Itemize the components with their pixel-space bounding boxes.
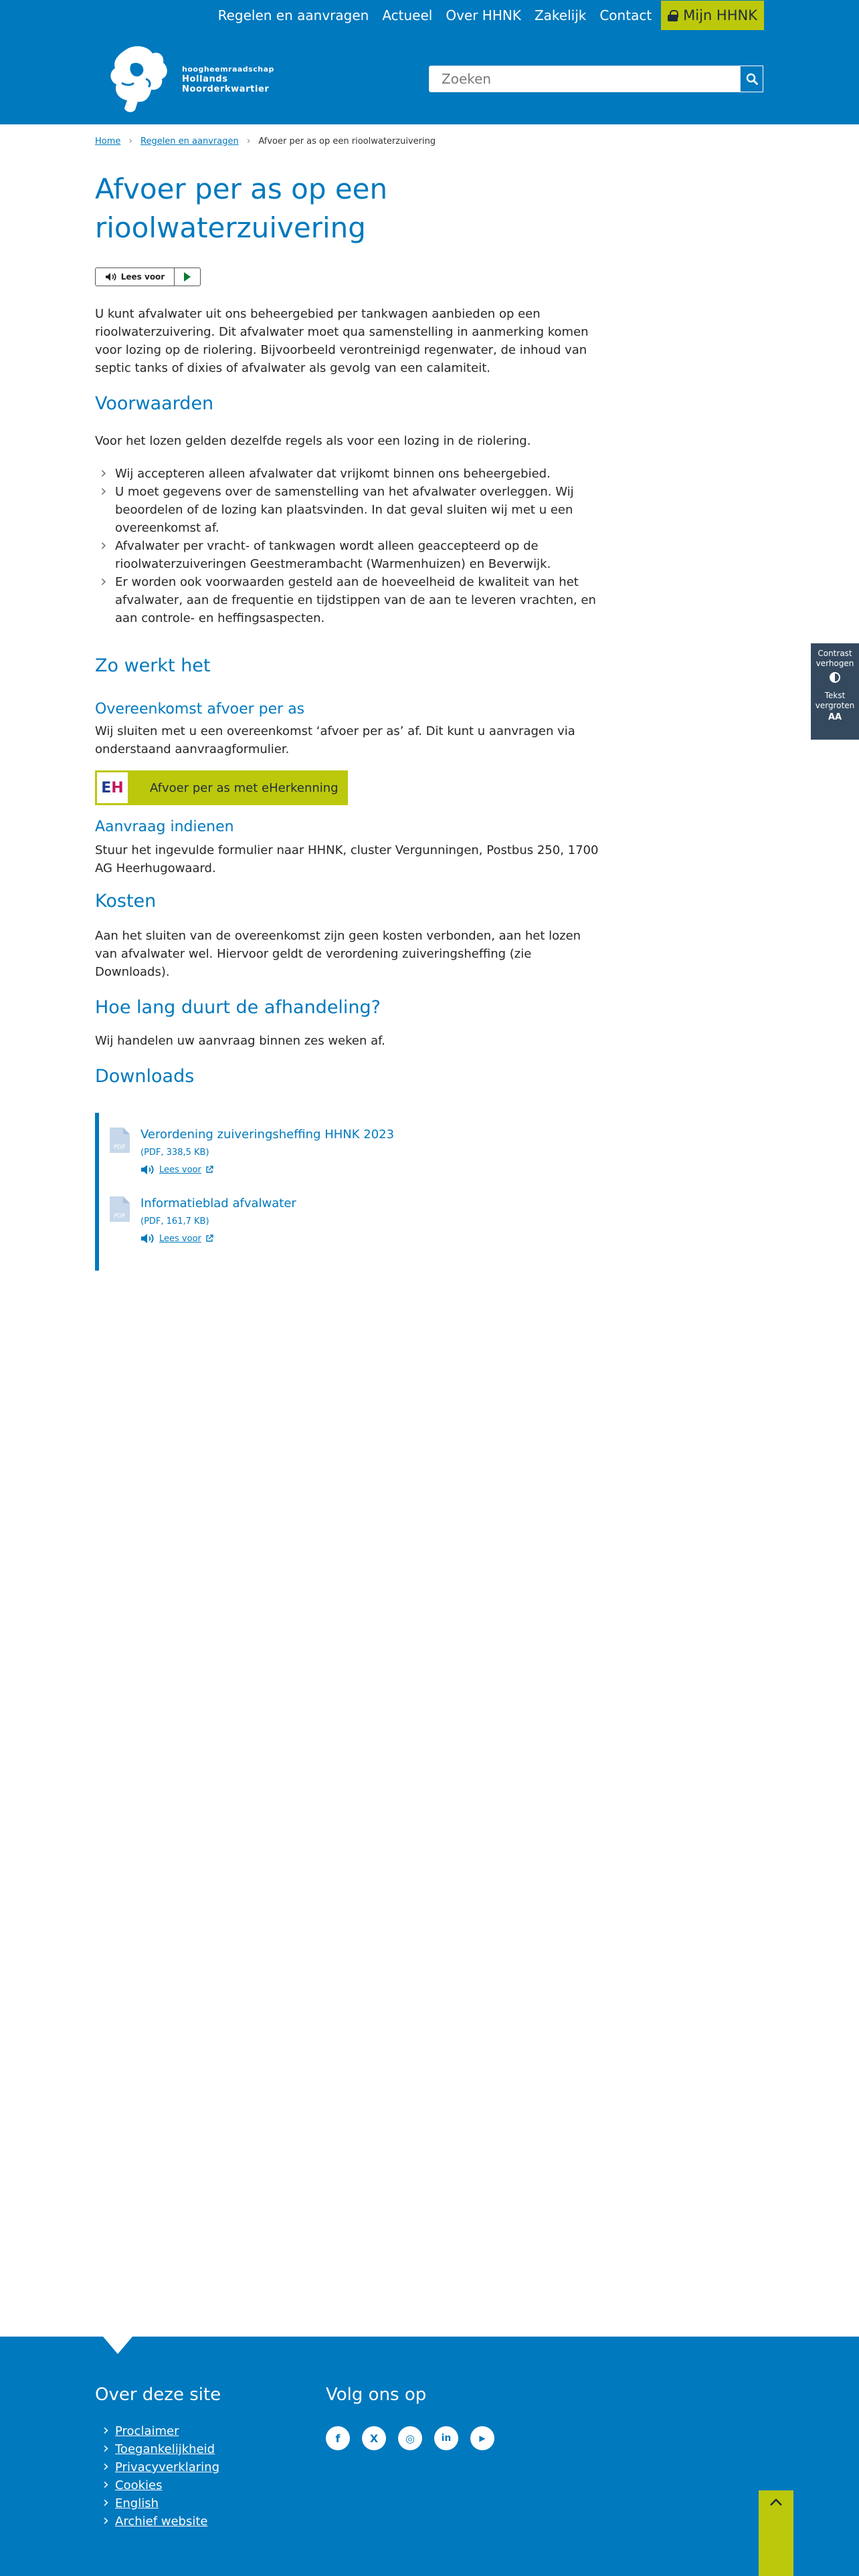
footer-link-english[interactable]: English — [115, 2496, 159, 2510]
nav-regelen-en-aanvragen[interactable]: Regelen en aanvragen — [217, 7, 369, 23]
x-icon[interactable]: X — [362, 2426, 386, 2450]
text-size-icon: AA — [828, 712, 842, 722]
afhandeling-heading: Hoe lang duurt de afhandeling? — [95, 997, 381, 1018]
search-form — [429, 66, 763, 92]
pdf-icon-label: PDF — [114, 1144, 126, 1151]
intro-paragraph: U kunt afvalwater uit ons beheergebied per tankwagen aanbieden op een rioolwaterzuivering. Dit afvalwater moet qua samenstelling in aanmerking komen voor lozing op de riolering. Bijvoorbeeld verontreinigd regenwater, de inhoud van septic tanks of dixies of afvalwater als gevolg van een calamiteit. — [95, 307, 589, 375]
breadcrumb-chevron-icon: › — [246, 136, 251, 146]
list-item: › Afvalwater per vracht- of tankwagen wordt alleen geaccepteerd op de rioolwaterzuiveringen Geestmerambacht (Warmenhuizen) en Beverwijk. — [95, 537, 603, 573]
breadcrumb — [95, 136, 436, 146]
footer-link-archief-website[interactable]: Archief website — [115, 2514, 208, 2529]
footer-social-heading: Volg ons op — [326, 2385, 427, 2405]
footer-notch — [103, 2337, 132, 2354]
search-button[interactable] — [741, 66, 763, 92]
download-body — [140, 1126, 394, 1175]
speaker-icon — [105, 272, 117, 282]
lees-voor-button[interactable] — [96, 268, 175, 286]
accessibility-toolbar — [811, 643, 859, 740]
breadcrumb-current: Afvoer per as op een rioolwaterzuivering — [258, 136, 436, 146]
eherkenning-button-label: Afvoer per as met eHerkenning — [150, 780, 339, 795]
lock-icon — [668, 10, 678, 21]
footer-about-heading: Over deze site — [95, 2385, 221, 2405]
contrast-toggle[interactable] — [811, 649, 859, 683]
logo-wordmark — [182, 64, 274, 94]
pdf-file-icon — [108, 1126, 131, 1154]
breadcrumb-home[interactable]: Home — [95, 136, 121, 146]
download-meta: (PDF, 338,5 KB) — [140, 1148, 209, 1158]
social-links — [326, 2426, 494, 2450]
text-size-label-1: Tekst — [824, 691, 846, 700]
nav-over-hhnk[interactable]: Over HHNK — [446, 7, 521, 23]
kosten-text: Aan het sluiten van de overeenkomst zijn geen kosten verbonden, aan het lozen van afvalwater wel. Hiervoor geldt de verordening zuiveringsheffing (zie Downloads). — [95, 929, 581, 979]
footer-link-item — [95, 2458, 221, 2476]
external-link-icon — [205, 1166, 213, 1174]
voorwaarden-text: Voor het lozen gelden dezelfde regels als voor een lozing in de riolering. — [95, 434, 531, 448]
kosten-heading: Kosten — [95, 891, 157, 911]
lees-voor-label: Lees voor — [159, 1164, 201, 1175]
lion-logo-icon — [108, 44, 171, 114]
site-header — [0, 0, 859, 124]
nav-actueel[interactable]: Actueel — [382, 7, 433, 23]
list-item: › U moet gegevens over de samenstelling van het afvalwater overleggen. Wij beoordelen of de lozing kan plaatsvinden. In dat geval sluiten wij met u een overeenkomst af. — [95, 483, 603, 537]
contrast-icon — [830, 672, 840, 683]
footer-social — [326, 2385, 494, 2450]
pdf-icon-label: PDF — [114, 1213, 126, 1220]
search-input[interactable] — [429, 66, 741, 92]
voorwaarden-heading: Voorwaarden — [95, 393, 214, 414]
download-item — [108, 1195, 603, 1244]
text-size-label-2: vergroten — [815, 701, 855, 710]
download-body — [140, 1195, 296, 1244]
download-link[interactable]: Informatieblad afvalwater — [140, 1196, 296, 1210]
footer-link-item — [95, 2494, 221, 2512]
contrast-label-2: verhogen — [816, 659, 854, 668]
mijn-hhnk-button[interactable] — [661, 1, 764, 30]
lees-voor-label: Lees voor — [120, 272, 165, 282]
footer-link-item — [95, 2440, 221, 2458]
aanvraag-text: Stuur het ingevulde formulier naar HHNK, cluster Vergunningen, Postbus 250, 1700 AG Heerhugowaard. — [95, 843, 599, 875]
footer-link-item — [95, 2476, 221, 2494]
footer-link-item — [95, 2512, 221, 2531]
text-size-toggle[interactable] — [811, 691, 859, 722]
logo-line-2: Hollands — [182, 74, 228, 84]
nav-contact[interactable]: Contact — [599, 7, 652, 23]
logo-line-1: hoogheemraadschap — [182, 64, 274, 74]
footer-link-proclaimer[interactable]: Proclaimer — [115, 2424, 179, 2438]
site-footer — [0, 2337, 859, 2576]
footer-links — [95, 2422, 221, 2531]
main-content — [95, 170, 603, 1271]
download-link[interactable]: Verordening zuiveringsheffing HHNK 2023 — [140, 1128, 395, 1142]
nav-zakelijk[interactable]: Zakelijk — [534, 7, 587, 23]
eherkenning-logo-e: E — [101, 779, 112, 796]
downloads-list — [95, 1113, 603, 1271]
external-link-icon — [205, 1235, 213, 1243]
search-icon — [746, 73, 758, 85]
top-navigation — [205, 0, 764, 31]
aanvraag-heading: Aanvraag indienen — [95, 819, 234, 835]
back-to-top-button[interactable] — [759, 2490, 793, 2576]
overeenkomst-heading: Overeenkomst afvoer per as — [95, 701, 305, 718]
list-item: › Wij accepteren alleen afvalwater dat vrijkomt binnen ons beheergebied. — [95, 465, 603, 483]
voorwaarden-list — [95, 465, 603, 627]
pdf-file-icon — [108, 1195, 131, 1223]
contrast-label-1: Contrast — [818, 649, 852, 658]
footer-link-cookies[interactable]: Cookies — [115, 2478, 163, 2492]
list-item: › Er worden ook voorwaarden gesteld aan de hoeveelheid de kwaliteit van het afvalwater, aan de frequentie en tijdstippen van de aan te leveren vrachten, en aan controle- en heffingsaspecten. — [95, 573, 603, 627]
instagram-icon[interactable]: ◎ — [398, 2426, 422, 2450]
overeenkomst-text: Wij sluiten met u een overeenkomst ‘afvoer per as’ af. Dit kunt u aanvragen via onderstaand aanvraagformulier. — [95, 724, 575, 756]
download-lees-voor-link[interactable] — [140, 1164, 394, 1175]
play-button[interactable] — [175, 268, 200, 286]
eherkenning-logo-icon — [95, 770, 130, 805]
download-item — [108, 1126, 603, 1175]
linkedin-icon[interactable]: in — [434, 2426, 458, 2450]
downloads-heading: Downloads — [95, 1066, 195, 1087]
eherkenning-logo-h: H — [111, 779, 124, 796]
download-lees-voor-link[interactable] — [140, 1233, 296, 1244]
facebook-icon[interactable]: f — [326, 2426, 350, 2450]
footer-link-toegankelijkheid[interactable]: Toegankelijkheid — [115, 2442, 215, 2456]
speaker-icon — [140, 1164, 155, 1175]
breadcrumb-chevron-icon: › — [128, 136, 132, 146]
chevron-up-icon — [769, 2497, 783, 2506]
footer-link-item — [95, 2422, 221, 2440]
site-logo[interactable] — [108, 44, 274, 114]
page-title: Afvoer per as op een rioolwaterzuivering — [95, 173, 388, 244]
footer-about — [95, 2385, 221, 2531]
readspeaker-player — [95, 267, 201, 286]
mijn-hhnk-label: Mijn HHNK — [683, 7, 757, 23]
download-meta: (PDF, 161,7 KB) — [140, 1216, 209, 1226]
breadcrumb-regelen-en-aanvragen[interactable]: Regelen en aanvragen — [140, 136, 239, 146]
lees-voor-label: Lees voor — [159, 1233, 201, 1244]
afhandeling-text: Wij handelen uw aanvraag binnen zes weken af. — [95, 1034, 385, 1048]
play-icon — [184, 272, 191, 282]
eherkenning-button[interactable] — [95, 770, 348, 805]
zo-werkt-het-heading: Zo werkt het — [95, 655, 211, 676]
footer-link-privacyverklaring[interactable]: Privacyverklaring — [115, 2460, 219, 2474]
youtube-icon[interactable]: ▶ — [470, 2426, 494, 2450]
logo-line-3: Noorderkwartier — [182, 84, 270, 94]
speaker-icon — [140, 1233, 155, 1244]
